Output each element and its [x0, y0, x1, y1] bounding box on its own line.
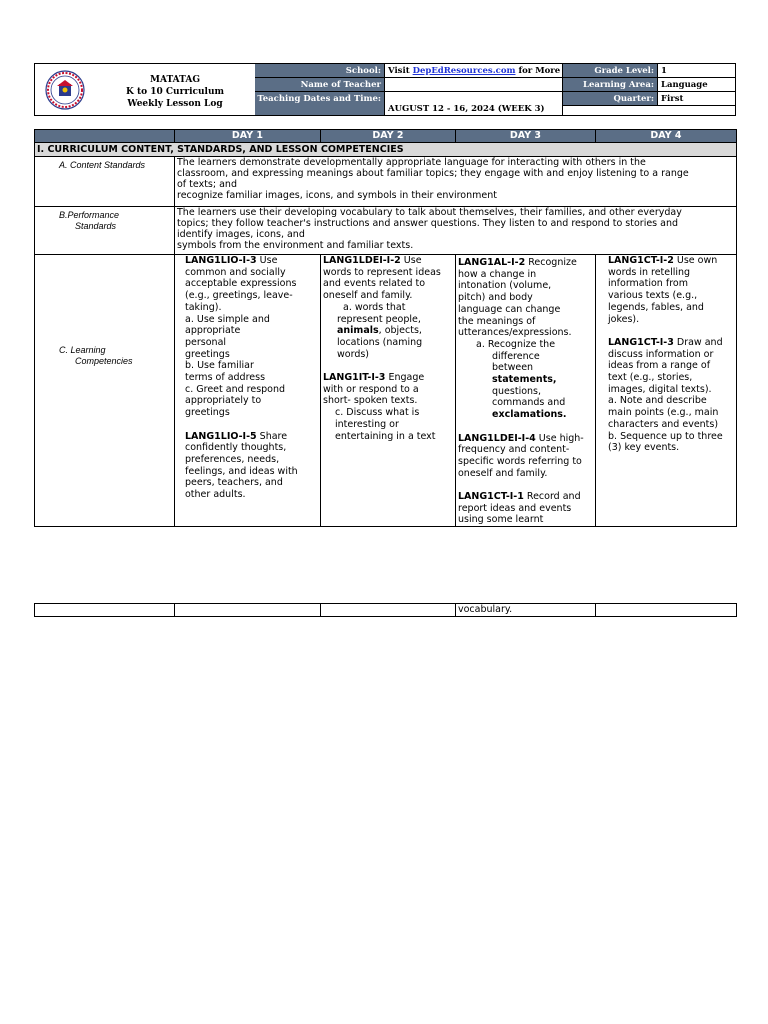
competency-text: a. Recognize the: [476, 338, 556, 350]
learning-competencies-label: [35, 255, 175, 527]
competency-text: [323, 325, 453, 337]
performance-standards-line: identify images, icons, and: [177, 229, 305, 240]
competency-text: terms of address: [185, 372, 266, 384]
content-standards-label: A. Content Standards: [35, 157, 175, 207]
teaching-dates-label: Teaching Dates and Time:: [255, 92, 385, 115]
day-1-competencies: [175, 255, 321, 527]
competency-code: LANG1CT-I-2: [608, 255, 674, 266]
competency-text: feelings, and ideas with: [185, 465, 298, 477]
competency-text: utterances/expressions.: [458, 327, 572, 339]
continuation-cell-day-3: vocabulary.: [456, 604, 596, 617]
competency-text: pitch) and body: [458, 292, 533, 304]
bold-term: statements,: [492, 374, 557, 386]
header-info-grid: [255, 64, 735, 115]
competency-text: appropriate: [185, 325, 241, 337]
competency-text: words in retelling: [608, 266, 691, 278]
competency-text: specific words referring to: [458, 455, 582, 467]
competency-text: Recognize: [528, 257, 577, 268]
competency-text: report ideas and events: [458, 502, 572, 514]
competency-text: appropriately to: [185, 395, 262, 407]
performance-label-line-2: Standards: [75, 221, 117, 231]
day-2-competencies: [321, 255, 456, 527]
competency-text: represent people,: [337, 313, 421, 325]
competency-text: personal: [185, 336, 227, 348]
day-3-header: DAY 3: [456, 130, 596, 143]
day-3-competencies: [456, 255, 596, 527]
content-standards-line: The learners demonstrate developmentally appropriate language for interacting with others in the: [177, 157, 646, 168]
competency-code: LANG1LDEI-I-4: [458, 432, 536, 444]
competency-text: legends, fables, and: [608, 301, 704, 313]
competency-entry: [458, 433, 593, 445]
competency-text: information from: [608, 278, 688, 290]
competency-text: language can change: [458, 303, 561, 315]
competency-text: jokes).: [608, 313, 640, 325]
competency-code: LANG1IT-I-3: [323, 372, 386, 384]
competency-text: (3) key events.: [608, 442, 680, 454]
day-1-header: DAY 1: [175, 130, 321, 143]
competency-code: LANG1AL-I-2: [458, 257, 526, 268]
competency-text: preferences, needs,: [185, 453, 280, 465]
competency-text: confidently thoughts,: [185, 442, 287, 454]
competency-text: Engage: [388, 372, 425, 384]
competency-entry: [458, 491, 593, 503]
day-header-row: [35, 130, 737, 143]
title-line-1: MATATAG: [149, 75, 201, 85]
competency-entry: [458, 257, 593, 269]
section-row: [35, 143, 737, 157]
competency-text: with or respond to a: [323, 383, 419, 395]
competency-text: , objects,: [378, 325, 422, 337]
competency-text: characters and events): [608, 418, 719, 430]
teacher-value: [385, 78, 563, 92]
continuation-cell-day-2: [321, 604, 456, 617]
competency-text: greetings: [185, 407, 230, 419]
grade-level-value: 1: [658, 64, 735, 78]
competency-text: peers, teachers, and: [185, 477, 283, 489]
competency-text: words to represent ideas: [323, 266, 441, 278]
competency-text: intonation (volume,: [458, 280, 552, 292]
bold-term: animals: [337, 325, 379, 337]
day-4-competencies: [596, 255, 737, 527]
competency-text: Draw and: [676, 336, 723, 348]
competency-text: how a change in: [458, 268, 537, 280]
performance-standards-row: [35, 207, 737, 255]
competency-text: between: [492, 362, 534, 374]
competencies-label-line-2: Competencies: [75, 356, 133, 366]
competency-text: Record and: [526, 491, 581, 503]
performance-standards-label: [35, 207, 175, 255]
competency-entry: [323, 372, 453, 384]
title-line-3: Weekly Lesson Log: [127, 99, 223, 109]
competency-text: Use own: [676, 255, 718, 266]
learning-area-label: Learning Area:: [563, 78, 658, 92]
title-line-2: K to 10 Curriculum: [125, 87, 225, 97]
competency-text: frequency and content-: [458, 444, 570, 456]
competency-text: acceptable expressions: [185, 278, 297, 290]
continuation-cell-day-1: [175, 604, 321, 617]
performance-standards-line: topics; they follow teacher's instructions and answer questions. They listen to and respond to stories and: [177, 218, 679, 229]
content-standards-line: recognize familiar images, icons, and symbols in their environment: [177, 190, 497, 201]
logo-cell: [35, 64, 95, 115]
competency-text: Use: [403, 255, 422, 266]
school-label: School:: [255, 64, 385, 78]
performance-standards-text: [175, 207, 737, 255]
competency-entry: [608, 337, 734, 349]
content-standards-text: [175, 157, 737, 207]
competency-text: b. Sequence up to three: [608, 430, 723, 442]
performance-standards-line: symbols from the environment and familiar texts.: [177, 240, 414, 251]
competency-text: ideas from a range of: [608, 360, 711, 372]
competency-text: discuss information or: [608, 348, 714, 360]
continuation-cell-day-4: [596, 604, 737, 617]
competency-text: commands and: [492, 397, 566, 409]
continuation-row: [35, 604, 737, 617]
competency-text: Share: [259, 430, 288, 442]
competency-text: words): [337, 348, 370, 360]
performance-standards-line: The learners use their developing vocabulary to talk about themselves, their families, and other everyday: [177, 207, 682, 218]
competency-text: common and socially: [185, 266, 286, 278]
content-standards-line: classroom, and expressing meanings about familiar topics; they engage with and enjoy listening to a range: [177, 168, 689, 179]
competency-text: short- spoken texts.: [323, 395, 418, 407]
grade-level-label: Grade Level:: [563, 64, 658, 78]
competency-text: (e.g., greetings, leave-: [185, 290, 293, 302]
competency-text: other adults.: [185, 489, 246, 501]
performance-label-line-1: B.Performance: [59, 210, 120, 220]
teacher-label: Name of Teacher: [255, 78, 385, 92]
continuation-table: [34, 603, 737, 617]
content-standards-row: [35, 157, 737, 207]
competency-code: LANG1LDEI-I-2: [323, 255, 401, 266]
school-prefix: Visit: [388, 66, 410, 76]
quarter-label: Quarter:: [563, 92, 658, 106]
competency-text: main points (e.g., main: [608, 407, 719, 419]
competency-text: a. Note and describe: [608, 395, 707, 407]
competency-entry: [608, 255, 734, 267]
competency-text: greetings: [185, 348, 230, 360]
competency-code: LANG1LIO-I-3: [185, 255, 257, 266]
teaching-dates-value: AUGUST 12 - 16, 2024 (WEEK 3): [385, 92, 563, 115]
competency-text: oneself and family.: [323, 290, 413, 302]
competency-entry: [185, 431, 318, 443]
school-suffix: for More: [518, 66, 561, 76]
competencies-label-line-1: C. Learning: [59, 345, 106, 355]
day-4-header: DAY 4: [596, 130, 737, 143]
competency-text: the meanings of: [458, 315, 536, 327]
competency-code: LANG1CT-I-3: [608, 336, 674, 348]
competency-text: various texts (e.g.,: [608, 290, 698, 302]
competency-text: a. words that: [343, 301, 406, 313]
school-value: [385, 64, 563, 78]
section-title: I. CURRICULUM CONTENT, STANDARDS, AND LESSON COMPETENCIES: [35, 143, 737, 157]
header-block: [34, 63, 736, 116]
competency-text: difference: [492, 350, 540, 362]
competency-text: text (e.g., stories,: [608, 372, 693, 384]
competency-text: oneself and family.: [458, 467, 548, 479]
corner-cell: [35, 130, 175, 143]
continuation-cell-label: [35, 604, 175, 617]
bold-term: exclamations.: [492, 409, 567, 421]
competency-code: LANG1CT-I-1: [458, 491, 524, 503]
competency-text: c. Greet and respond: [185, 383, 286, 395]
header-empty-cell: [563, 106, 735, 115]
competency-text: a. Use simple and: [185, 313, 270, 325]
competency-text: entertaining in a text: [335, 430, 436, 442]
competency-text: b. Use familiar: [185, 360, 254, 372]
deped-resources-link[interactable]: DepEdResources.com: [412, 66, 516, 76]
learning-competencies-row: [35, 255, 737, 527]
competency-text: c. Discuss what is: [335, 407, 420, 419]
competency-text: using some learnt: [458, 514, 544, 526]
deped-seal-icon: [43, 70, 87, 110]
competency-text: Use high-: [538, 432, 584, 444]
competency-entry: [323, 255, 453, 267]
content-standards-line: of texts; and: [177, 179, 237, 190]
document-title: [95, 64, 255, 115]
competency-text: taking).: [185, 301, 222, 313]
competency-code: LANG1LIO-I-5: [185, 430, 257, 442]
competency-entry: [185, 255, 318, 267]
lesson-log-table: [34, 129, 737, 527]
competency-text: images, digital texts).: [608, 383, 712, 395]
day-2-header: DAY 2: [321, 130, 456, 143]
competency-text: and events related to: [323, 278, 426, 290]
quarter-value: First: [658, 92, 735, 106]
competency-text: Use: [259, 255, 278, 266]
competency-text: questions,: [492, 385, 542, 397]
competency-text: locations (naming: [337, 336, 423, 348]
competency-text: interesting or: [335, 418, 399, 430]
learning-area-value: Language: [658, 78, 735, 92]
